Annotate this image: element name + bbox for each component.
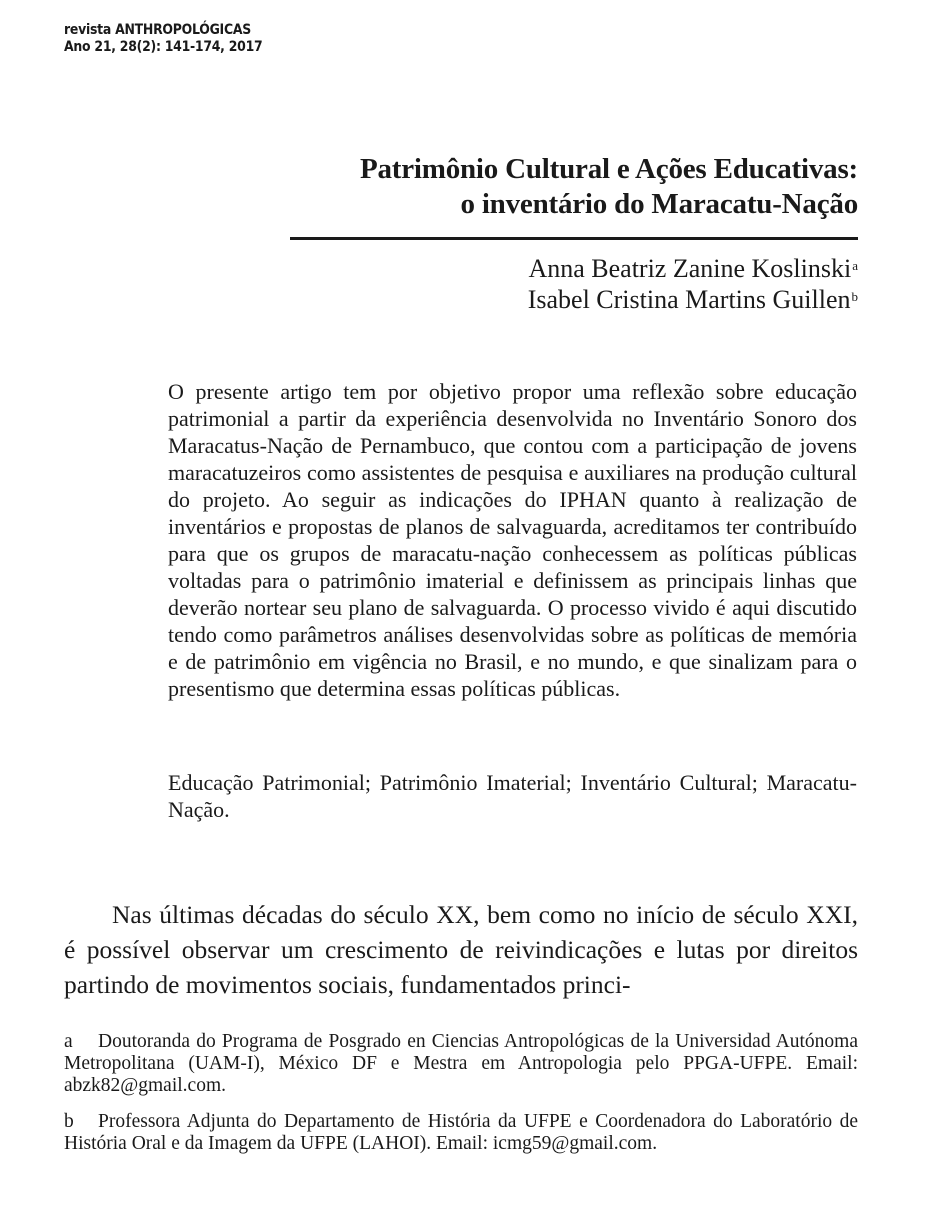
author-2-marker: b: [851, 289, 858, 304]
journal-header: [64, 22, 262, 56]
article-title: [360, 152, 858, 222]
article-title-line-1: Patrimônio Cultural e Ações Educativas:: [359, 153, 858, 185]
article-title-line-2: o inventário do Maracatu-Nação: [460, 188, 858, 220]
body-paragraph: Nas últimas décadas do século XX, bem como no início de século XXI, é possível observar um crescimento de reivindicações e lutas por direitos partindo de movimentos sociais, fundamentados princi-: [64, 900, 858, 999]
journal-name: revista ANTHROPOLÓGICAS: [64, 22, 251, 38]
journal-issue: Ano 21, 28(2): 141-174, 2017: [64, 39, 263, 55]
footnote-a-text: Doutoranda do Programa de Posgrado en Ciencias Antropológicas de la Universidad Autónoma Metropolitana (UAM-I), México DF e Mestra em Antropologia pelo PPGA-UFPE. Email: abzk82@gmail.com.: [64, 1031, 858, 1096]
keywords: Educação Patrimonial; Patrimônio Imaterial; Inventário Cultural; Maracatu-Nação.: [168, 770, 857, 822]
author-1: [528, 253, 858, 284]
footnote-b-text: Professora Adjunta do Departamento de História da UFPE e Coordenadora do Laboratório de História Oral e da Imagem da UFPE (LAHOI). Email: icmg59@gmail.com.: [64, 1111, 858, 1154]
footnote-a-marker: a: [64, 1031, 73, 1052]
author-2-name: Isabel Cristina Martins Guillen: [527, 285, 851, 314]
title-divider: [290, 237, 858, 240]
abstract: O presente artigo tem por objetivo propor uma reflexão sobre educação patrimonial a partir da experiência desenvolvida no Inventário Sonoro dos Maracatus-Nação de Pernambuco, que contou com a participação de jovens maracatuzeiros como assistentes de pesquisa e auxiliares na produção cultural do projeto. Ao seguir as indicações do IPHAN quanto à realização de inventários e propostas de planos de salvaguarda, acreditamos ter contribuído para que os grupos de maracatu-nação conhecessem as políticas públicas voltadas para o patrimônio imaterial e definissem as principais linhas que deverão nortear seu plano de salvaguarda. O processo vivido é aqui discutido tendo como parâmetros análises desenvolvidas sobre as políticas de memória e de patrimônio em vigência no Brasil, e no mundo, e que sinalizam para o presentismo que determina essas políticas públicas.: [168, 379, 857, 701]
author-1-name: Anna Beatriz Zanine Koslinski: [528, 254, 852, 283]
footnote-b-marker: b: [64, 1111, 74, 1132]
footnote-b: [64, 1111, 858, 1155]
author-2: [528, 284, 858, 315]
author-1-marker: a: [852, 258, 858, 273]
author-list: [528, 253, 858, 315]
footnote-a: [64, 1031, 858, 1097]
